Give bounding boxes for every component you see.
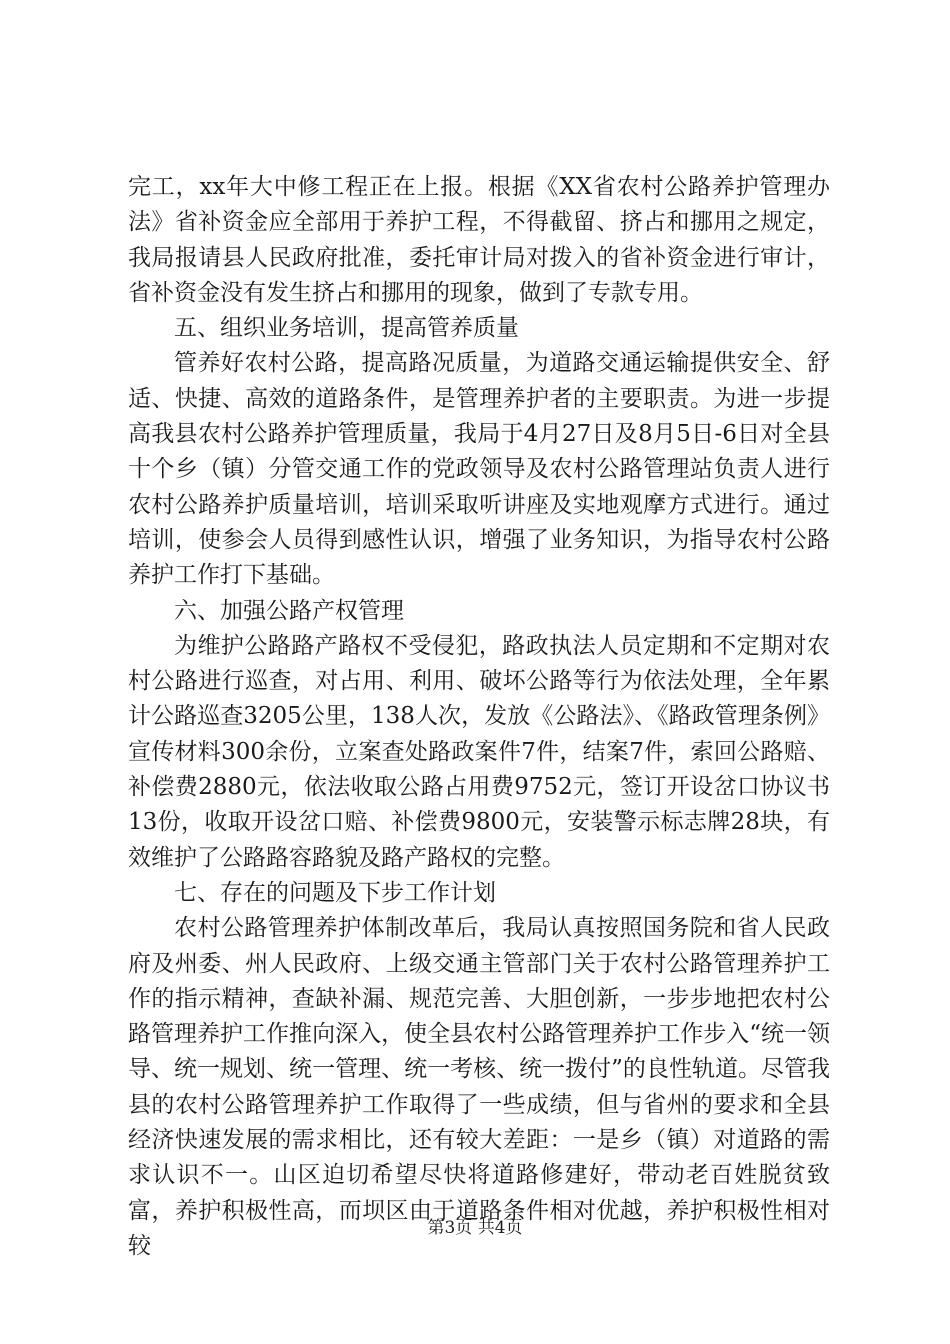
paragraph-property-rights: 为维护公路路产路权不受侵犯，路政执法人员定期和不定期对农村公路进行巡查，对占用、利用、破坏公路等行为依法处理，全年累计公路巡查3205公里，138人次，发放《公路法》、《路政管理条例》宣传材料300余份，立案查处路政案件7件，结案7件，索回公路赔、补偿费2880元，依法收取公路占用费9752元，签订开设岔口协议书13份，收取开设岔口赔、补偿费9800元，安装警示标志牌28块，有效维护了公路路容路貌及路产路权的完整。 <box>128 632 830 871</box>
paragraph-problems-plan: 农村公路管理养护体制改革后，我局认真按照国务院和省人民政府及州委、州人民政府、上级交通主管部门关于农村公路管理养护工作的指示精神，查缺补漏、规范完善、大胆创新，一步步地把农村公路管理养护工作推向深入，使全县农村公路管理养护工作步入“统一领导、统一规划、统一管理、统一考核、统一拨付”的良性轨道。尽管我县的农村公路管理养护工作取得了一些成绩，但与省州的要求和全县经济快速发展的需求相比，还有较大差距：一是乡（镇）对道路的需求认识不一。山区迫切希望尽快将道路修建好，带动老百姓脱贫致富，养护积极性高，而坝区由于道路条件相对优越，养护积极性相对较 <box>128 915 830 1259</box>
section-heading-seven: 七、存在的问题及下步工作计划 <box>174 879 496 906</box>
paragraph-continuation: 完工，xx年大中修工程正在上报。根据《XX省农村公路养护管理办法》省补资金应全部用于养护工程，不得截留、挤占和挪用之规定，我局报请县人民政府批准，委托审计局对拨入的省补资金进行审计，省补资金没有发生挤占和挪用的现象，做到了专款专用。 <box>128 174 830 306</box>
paragraph-training: 管养好农村公路，提高路况质量，为道路交通运输提供安全、舒适、快捷、高效的道路条件，是管理养护者的主要职责。为进一步提高我县农村公路养护管理质量，我局于4月27日及8月5日-6日对全县十个乡（镇）分管交通工作的党政领导及农村公路管理站负责人进行农村公路养护质量培训，培训采取听讲座及实地观摩方式进行。通过培训，使参会人员得到感性认识，增强了业务知识，为指导农村公路养护工作打下基础。 <box>128 350 830 589</box>
document-body <box>128 170 830 1264</box>
page-number-footer: 第3页 共4页 <box>427 1218 523 1238</box>
section-heading-six: 六、加强公路产权管理 <box>174 597 404 624</box>
section-heading-five: 五、组织业务培训，提高管养质量 <box>174 315 519 342</box>
